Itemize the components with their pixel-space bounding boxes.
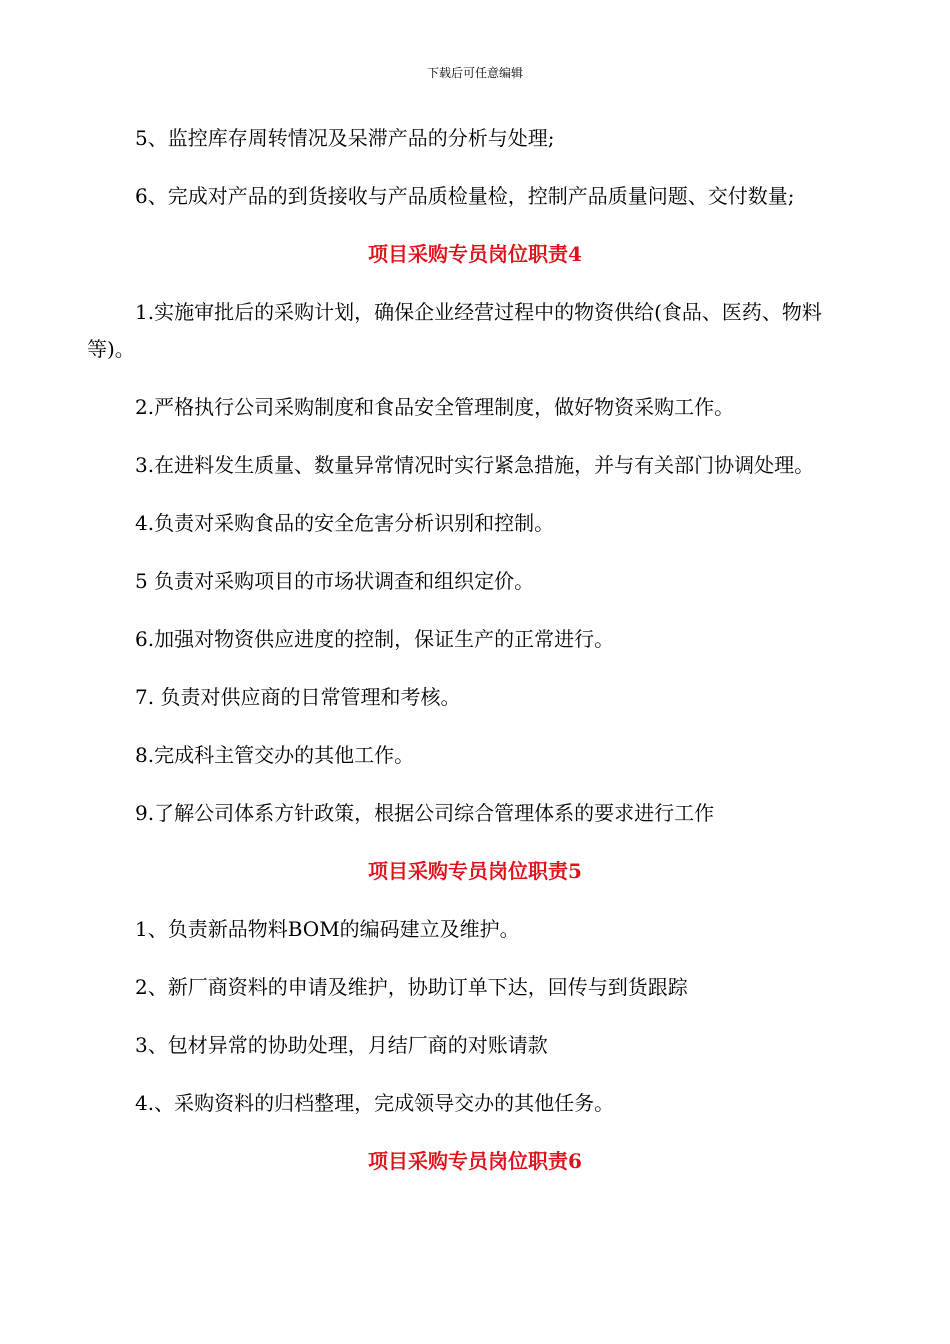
paragraph: 2、新厂商资料的申请及维护，协助订单下达，回传与到货跟踪 xyxy=(135,975,688,999)
paragraph: 6.加强对物资供应进度的控制，保证生产的正常进行。 xyxy=(135,627,615,651)
paragraph: 6、完成对产品的到货接收与产品质检量检，控制产品质量问题、交付数量; xyxy=(135,184,795,208)
paragraph: 1、负责新品物料BOM的编码建立及维护。 xyxy=(135,917,520,941)
paragraph: 9.了解公司体系方针政策，根据公司综合管理体系的要求进行工作 xyxy=(135,801,715,825)
section-5 xyxy=(87,853,863,1122)
paragraph: 1.实施审批后的采购计划，确保企业经营过程中的物资供给(食品、医药、物料等)。 xyxy=(87,300,822,361)
paragraph: 4.负责对采购食品的安全危害分析识别和控制。 xyxy=(135,511,555,535)
paragraph: 5、监控库存周转情况及呆滞产品的分析与处理; xyxy=(135,126,555,150)
paragraph: 8.完成科主管交办的其他工作。 xyxy=(135,743,415,767)
paragraph: 7. 负责对供应商的日常管理和考核。 xyxy=(135,685,461,709)
paragraph: 5 负责对采购项目的市场状调查和组织定价。 xyxy=(135,569,535,593)
paragraph: 4.、采购资料的归档整理，完成领导交办的其他任务。 xyxy=(135,1091,615,1115)
header-note: 下载后可任意编辑 xyxy=(426,66,523,80)
intro-section xyxy=(87,120,863,215)
document-body xyxy=(87,120,863,1201)
section-heading: 项目采购专员岗位职责4 xyxy=(368,242,582,266)
section-4 xyxy=(87,236,863,832)
section-heading: 项目采购专员岗位职责6 xyxy=(368,1149,582,1173)
section-6 xyxy=(87,1143,863,1180)
paragraph: 3.在进料发生质量、数量异常情况时实行紧急措施，并与有关部门协调处理。 xyxy=(135,453,815,477)
paragraph: 2.严格执行公司采购制度和食品安全管理制度，做好物资采购工作。 xyxy=(135,395,735,419)
paragraph: 3、包材异常的协助处理，月结厂商的对账请款 xyxy=(135,1033,548,1057)
section-heading: 项目采购专员岗位职责5 xyxy=(368,859,582,883)
